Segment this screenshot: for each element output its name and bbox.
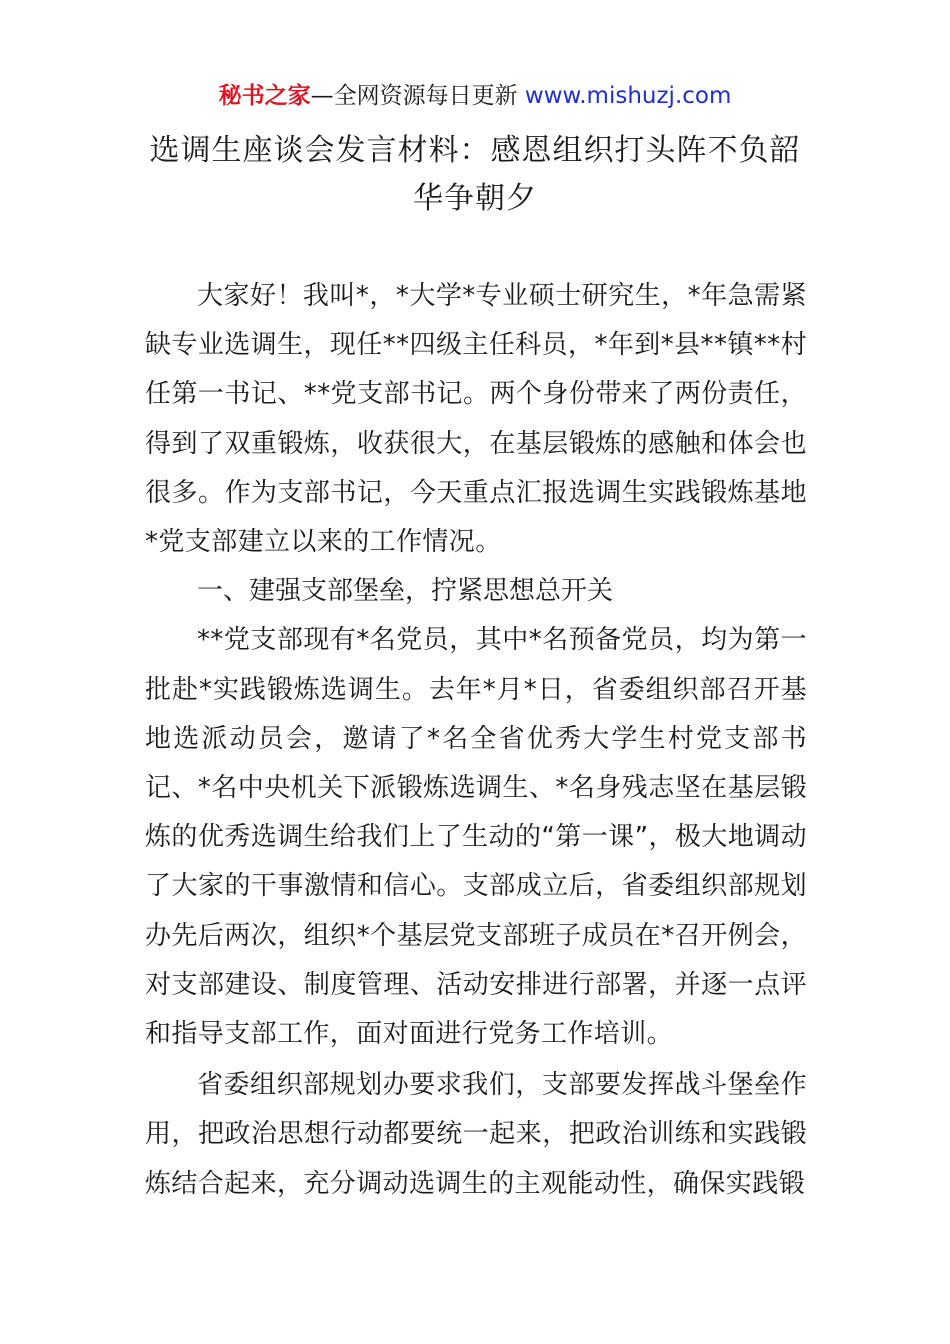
section-heading: 一、建强支部堡垒，拧紧思想总开关 (197, 576, 614, 607)
paragraph-intro: 大家好！我叫*，*大学*专业硕士研究生，*年急需紧缺专业选调生，现任**四级主任科员，*年到*县**镇**村任第一书记、**党支部书记。两个身份带来了两份责任，得到了双重锻炼，收获很大，在基层锻炼的感触和体会也很多。作为支部书记，今天重点汇报选调生实践锻炼基地*党支部建立以来的工作情况。 (145, 281, 807, 558)
header-tagline: —全网资源每日更新 (310, 83, 525, 109)
paragraph-branch: **党支部现有*名党员，其中*名预备党员，均为第一批赴*实践锻炼选调生。去年*月*日，省委组织部召开基地选派动员会，邀请了*名全省优秀大学生村党支部书记、*名中央机关下派锻炼选调生、*名身残志坚在基层锻炼的优秀选调生给我们上了生动的“第一课”，极大地调动了大家的干事激情和信心。支部成立后，省委组织部规划办先后两次，组织*个基层党支部班子成员在*召开例会，对支部建设、制度管理、活动安排进行部署，并逐一点评和指导支部工作，面对面进行党务工作培训。 (145, 625, 807, 1050)
site-header (0, 80, 950, 112)
document-title: 选调生座谈会发言材料：感恩组织打头阵不负韶华争朝夕 (149, 133, 801, 216)
site-link[interactable]: www.mishuzj.com (524, 83, 732, 109)
document-body (145, 272, 807, 1209)
brand-name: 秘书之家 (218, 83, 311, 109)
paragraph-requirements: 省委组织部规划办要求我们，支部要发挥战斗堡垒作用，把政治思想行动都要统一起来，把政治训练和实践锻炼结合起来，充分调动选调生的主观能动性，确保实践锻 (145, 1070, 807, 1199)
